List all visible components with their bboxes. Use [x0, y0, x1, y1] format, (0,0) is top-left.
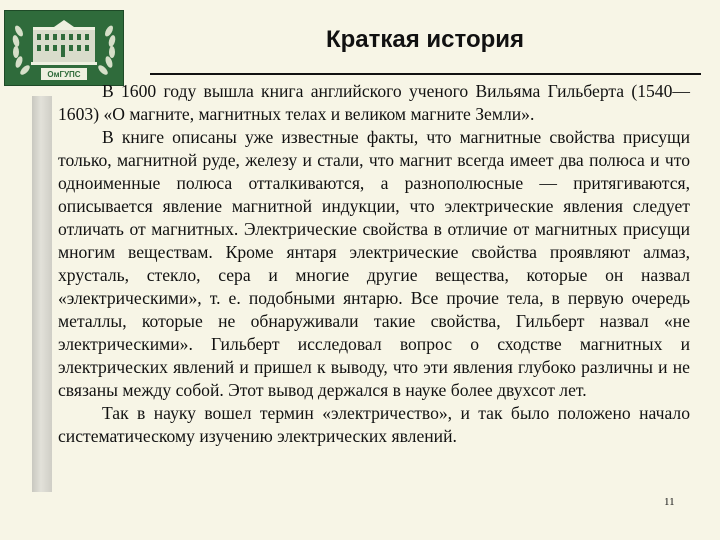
- university-logo: [4, 10, 124, 86]
- paragraph-2: В книге описаны уже известные факты, что магнитные свойства присущи только, магнитной руде, железу и стали, что магнит всегда имеет два полюса и что одноименные полюса отталкиваются, а разнополюсные — притягиваются, описывается явление магнитной индукции, что электрические явления следует отличать от магнитных. Электрические свойства в отличие от магнитных присущи многим веществам. Кроме янтаря электрические свойства проявляют алмаз, хрусталь, стекло, сера и многие другие вещества, которые он назвал «электрическими», т. е. подобными янтарю. Все прочие тела, в первую очередь металлы, которые не обнаруживали такие свойства, Гильберт назвал «не электрическими». Гильберт исследовал вопрос о сходстве магнитных и электрических явлений и пришел к выводу, что эти явления глубоко различны и не связаны между собой. Этот вывод держался в науке более двухсот лет.: [58, 127, 690, 400]
- university-building-laurel-icon: [5, 11, 123, 85]
- paragraph-3: Так в науку вошел термин «электричество», и так было положено начало систематическому изучению электрических явлений.: [58, 403, 690, 446]
- logo-caption: ОмГУПС: [47, 70, 81, 79]
- decorative-sidebar-bar: [32, 96, 52, 492]
- title-underline: [150, 73, 701, 75]
- page-title: Краткая история: [325, 26, 525, 53]
- page-number: 11: [664, 496, 675, 508]
- body-text: [58, 80, 690, 448]
- paragraph-1: В 1600 году вышла книга английского ученого Вильяма Гильберта (1540—1603) «О магните, магнитных телах и великом магните Земли».: [58, 81, 690, 124]
